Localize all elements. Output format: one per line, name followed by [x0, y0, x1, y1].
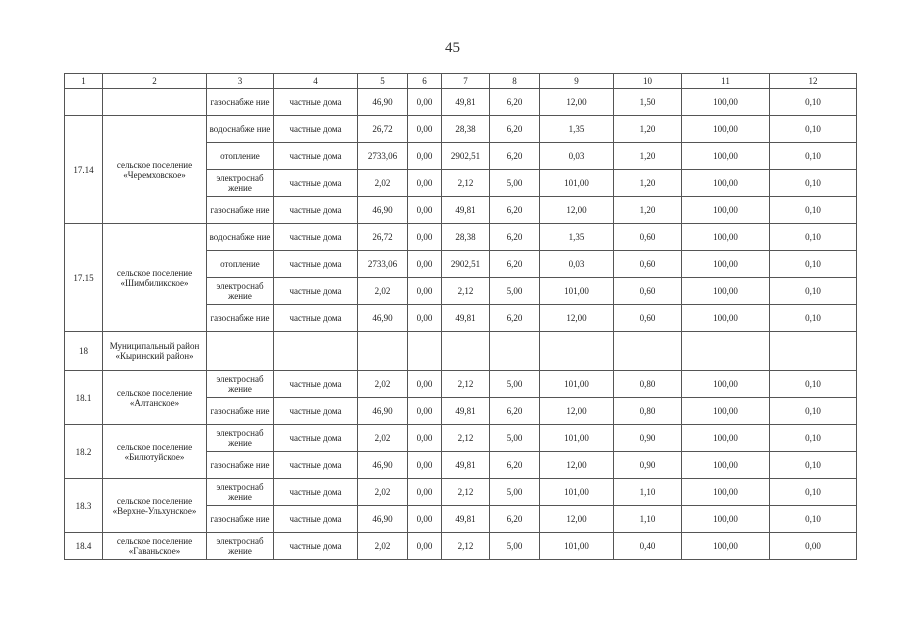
value-cell: 28,38: [442, 116, 490, 143]
value-cell: 0,00: [408, 506, 442, 533]
value-cell: 2,02: [358, 425, 408, 452]
value-cell: [408, 332, 442, 371]
value-cell: 46,90: [358, 197, 408, 224]
utility-type-cell: электроснаб жение: [207, 278, 274, 305]
table-row: [65, 116, 857, 143]
value-cell: [770, 332, 857, 371]
row-number-cell: 18.2: [65, 425, 103, 479]
value-cell: 5,00: [490, 278, 540, 305]
row-number-cell: 18.1: [65, 371, 103, 425]
housing-type-cell: частные дома: [274, 251, 358, 278]
value-cell: [614, 332, 682, 371]
value-cell: 0,10: [770, 479, 857, 506]
value-cell: 0,00: [408, 479, 442, 506]
value-cell: 46,90: [358, 506, 408, 533]
value-cell: 6,20: [490, 116, 540, 143]
value-cell: [682, 332, 770, 371]
value-cell: 2,12: [442, 479, 490, 506]
value-cell: 5,00: [490, 425, 540, 452]
value-cell: 1,10: [614, 506, 682, 533]
value-cell: 0,00: [408, 224, 442, 251]
utility-type-cell: газоснабже ние: [207, 305, 274, 332]
value-cell: 0,10: [770, 425, 857, 452]
value-cell: 100,00: [682, 197, 770, 224]
value-cell: 100,00: [682, 116, 770, 143]
page-number: 45: [445, 40, 460, 56]
housing-type-cell: частные дома: [274, 452, 358, 479]
utility-type-cell: газоснабже ние: [207, 89, 274, 116]
value-cell: 46,90: [358, 305, 408, 332]
utility-type-cell: электроснаб жение: [207, 533, 274, 560]
value-cell: 0,10: [770, 506, 857, 533]
value-cell: 0,60: [614, 305, 682, 332]
value-cell: 2733,06: [358, 251, 408, 278]
settlement-name-cell: сельское поселение «Верхне-Ульхунское»: [103, 479, 207, 533]
value-cell: 49,81: [442, 305, 490, 332]
column-header: 1: [65, 74, 103, 89]
value-cell: 1,20: [614, 197, 682, 224]
value-cell: 2,02: [358, 278, 408, 305]
value-cell: 6,20: [490, 398, 540, 425]
row-number-cell: 17.14: [65, 116, 103, 224]
column-header: 12: [770, 74, 857, 89]
column-header: 8: [490, 74, 540, 89]
settlement-name-cell: сельское поселение «Билютуйское»: [103, 425, 207, 479]
value-cell: 0,00: [408, 425, 442, 452]
table-row: [65, 425, 857, 452]
housing-type-cell: частные дома: [274, 398, 358, 425]
value-cell: 0,60: [614, 224, 682, 251]
value-cell: 0,00: [408, 197, 442, 224]
value-cell: 100,00: [682, 89, 770, 116]
value-cell: 100,00: [682, 143, 770, 170]
value-cell: 1,20: [614, 170, 682, 197]
value-cell: 2,02: [358, 479, 408, 506]
value-cell: 0,90: [614, 452, 682, 479]
value-cell: 0,00: [408, 533, 442, 560]
value-cell: 6,20: [490, 197, 540, 224]
housing-type-cell: частные дома: [274, 143, 358, 170]
value-cell: 49,81: [442, 197, 490, 224]
value-cell: [358, 332, 408, 371]
housing-type-cell: частные дома: [274, 197, 358, 224]
utility-type-cell: водоснабже ние: [207, 224, 274, 251]
settlement-name-cell: сельское поселение «Алтанское»: [103, 371, 207, 425]
settlement-name-cell: Муниципальный район «Кыринский район»: [103, 332, 207, 371]
value-cell: 0,60: [614, 251, 682, 278]
row-number-cell: 18: [65, 332, 103, 371]
value-cell: 100,00: [682, 305, 770, 332]
settlement-name-cell: сельское поселение «Гаваньское»: [103, 533, 207, 560]
column-header: 5: [358, 74, 408, 89]
value-cell: 6,20: [490, 251, 540, 278]
utility-type-cell: электроснаб жение: [207, 479, 274, 506]
value-cell: [442, 332, 490, 371]
value-cell: 0,00: [408, 143, 442, 170]
value-cell: 0,00: [408, 116, 442, 143]
value-cell: 0,10: [770, 224, 857, 251]
value-cell: 1,50: [614, 89, 682, 116]
value-cell: 100,00: [682, 251, 770, 278]
value-cell: 0,80: [614, 398, 682, 425]
table-body: [65, 74, 857, 560]
utility-type-cell: газоснабже ние: [207, 506, 274, 533]
utility-type-cell: электроснаб жение: [207, 170, 274, 197]
housing-type-cell: частные дома: [274, 305, 358, 332]
value-cell: 49,81: [442, 398, 490, 425]
utility-type-cell: электроснаб жение: [207, 371, 274, 398]
value-cell: 49,81: [442, 89, 490, 116]
value-cell: 2,12: [442, 371, 490, 398]
housing-type-cell: частные дома: [274, 224, 358, 251]
value-cell: 100,00: [682, 452, 770, 479]
value-cell: 0,00: [408, 305, 442, 332]
housing-type-cell: [274, 332, 358, 371]
table-row: [65, 533, 857, 560]
row-number-cell: 18.4: [65, 533, 103, 560]
settlement-name-cell: сельское поселение «Шимбиликское»: [103, 224, 207, 332]
value-cell: 2,12: [442, 425, 490, 452]
utility-type-cell: электроснаб жение: [207, 425, 274, 452]
value-cell: 12,00: [540, 452, 614, 479]
column-header: 7: [442, 74, 490, 89]
value-cell: 0,40: [614, 533, 682, 560]
value-cell: 0,00: [408, 452, 442, 479]
value-cell: 0,90: [614, 425, 682, 452]
settlement-name-cell: [103, 89, 207, 116]
utility-type-cell: газоснабже ние: [207, 197, 274, 224]
utility-type-cell: газоснабже ние: [207, 452, 274, 479]
value-cell: 2902,51: [442, 251, 490, 278]
value-cell: 0,60: [614, 278, 682, 305]
value-cell: 2733,06: [358, 143, 408, 170]
value-cell: 5,00: [490, 479, 540, 506]
value-cell: 6,20: [490, 89, 540, 116]
value-cell: 0,00: [770, 533, 857, 560]
value-cell: 6,20: [490, 452, 540, 479]
housing-type-cell: частные дома: [274, 425, 358, 452]
value-cell: 101,00: [540, 371, 614, 398]
table-row: [65, 224, 857, 251]
value-cell: 0,00: [408, 89, 442, 116]
value-cell: 0,10: [770, 116, 857, 143]
housing-type-cell: частные дома: [274, 533, 358, 560]
value-cell: 0,10: [770, 170, 857, 197]
value-cell: 0,00: [408, 251, 442, 278]
value-cell: 2,02: [358, 533, 408, 560]
housing-type-cell: частные дома: [274, 89, 358, 116]
utility-type-cell: газоснабже ние: [207, 398, 274, 425]
value-cell: 1,20: [614, 143, 682, 170]
value-cell: 0,10: [770, 398, 857, 425]
value-cell: 49,81: [442, 452, 490, 479]
value-cell: 100,00: [682, 533, 770, 560]
value-cell: 12,00: [540, 506, 614, 533]
value-cell: 0,10: [770, 305, 857, 332]
value-cell: 28,38: [442, 224, 490, 251]
utility-type-cell: отопление: [207, 251, 274, 278]
value-cell: 100,00: [682, 170, 770, 197]
value-cell: 46,90: [358, 452, 408, 479]
value-cell: 6,20: [490, 305, 540, 332]
value-cell: 26,72: [358, 224, 408, 251]
table-row: [65, 371, 857, 398]
tariff-table: [64, 73, 857, 560]
value-cell: 12,00: [540, 197, 614, 224]
housing-type-cell: частные дома: [274, 278, 358, 305]
value-cell: 12,00: [540, 305, 614, 332]
value-cell: 0,10: [770, 143, 857, 170]
column-header: 2: [103, 74, 207, 89]
value-cell: 1,35: [540, 224, 614, 251]
value-cell: 100,00: [682, 425, 770, 452]
value-cell: 0,10: [770, 278, 857, 305]
value-cell: 0,03: [540, 251, 614, 278]
settlement-name-cell: сельское поселение «Черемховское»: [103, 116, 207, 224]
table-row: [65, 89, 857, 116]
value-cell: 1,10: [614, 479, 682, 506]
value-cell: [540, 332, 614, 371]
value-cell: 2902,51: [442, 143, 490, 170]
value-cell: 6,20: [490, 143, 540, 170]
value-cell: [490, 332, 540, 371]
value-cell: 49,81: [442, 506, 490, 533]
table-row: [65, 479, 857, 506]
value-cell: 0,10: [770, 452, 857, 479]
row-number-cell: 17.15: [65, 224, 103, 332]
value-cell: 100,00: [682, 506, 770, 533]
value-cell: 5,00: [490, 371, 540, 398]
housing-type-cell: частные дома: [274, 116, 358, 143]
column-header: 4: [274, 74, 358, 89]
value-cell: 26,72: [358, 116, 408, 143]
value-cell: 101,00: [540, 425, 614, 452]
value-cell: 0,80: [614, 371, 682, 398]
housing-type-cell: частные дома: [274, 170, 358, 197]
value-cell: 5,00: [490, 170, 540, 197]
utility-type-cell: отопление: [207, 143, 274, 170]
header-row: [65, 74, 857, 89]
value-cell: 100,00: [682, 224, 770, 251]
housing-type-cell: частные дома: [274, 506, 358, 533]
value-cell: 6,20: [490, 506, 540, 533]
value-cell: 101,00: [540, 479, 614, 506]
value-cell: 1,35: [540, 116, 614, 143]
row-number-cell: 18.3: [65, 479, 103, 533]
value-cell: 6,20: [490, 224, 540, 251]
value-cell: 0,00: [408, 371, 442, 398]
value-cell: 2,02: [358, 371, 408, 398]
value-cell: 2,12: [442, 533, 490, 560]
value-cell: 0,10: [770, 371, 857, 398]
column-header: 3: [207, 74, 274, 89]
value-cell: 2,12: [442, 170, 490, 197]
value-cell: 46,90: [358, 89, 408, 116]
utility-type-cell: [207, 332, 274, 371]
value-cell: 0,10: [770, 89, 857, 116]
value-cell: 0,00: [408, 278, 442, 305]
value-cell: 0,10: [770, 197, 857, 224]
value-cell: 100,00: [682, 278, 770, 305]
column-header: 10: [614, 74, 682, 89]
column-header: 9: [540, 74, 614, 89]
value-cell: 0,00: [408, 398, 442, 425]
value-cell: 46,90: [358, 398, 408, 425]
value-cell: 0,00: [408, 170, 442, 197]
column-header: 6: [408, 74, 442, 89]
value-cell: 100,00: [682, 479, 770, 506]
value-cell: 12,00: [540, 89, 614, 116]
value-cell: 2,12: [442, 278, 490, 305]
column-header: 11: [682, 74, 770, 89]
row-number-cell: [65, 89, 103, 116]
value-cell: 1,20: [614, 116, 682, 143]
value-cell: 101,00: [540, 533, 614, 560]
utility-type-cell: водоснабже ние: [207, 116, 274, 143]
value-cell: 5,00: [490, 533, 540, 560]
value-cell: 12,00: [540, 398, 614, 425]
value-cell: 100,00: [682, 371, 770, 398]
housing-type-cell: частные дома: [274, 479, 358, 506]
value-cell: 101,00: [540, 278, 614, 305]
value-cell: 100,00: [682, 398, 770, 425]
table-row: [65, 332, 857, 371]
value-cell: 101,00: [540, 170, 614, 197]
housing-type-cell: частные дома: [274, 371, 358, 398]
value-cell: 0,03: [540, 143, 614, 170]
value-cell: 2,02: [358, 170, 408, 197]
value-cell: 0,10: [770, 251, 857, 278]
